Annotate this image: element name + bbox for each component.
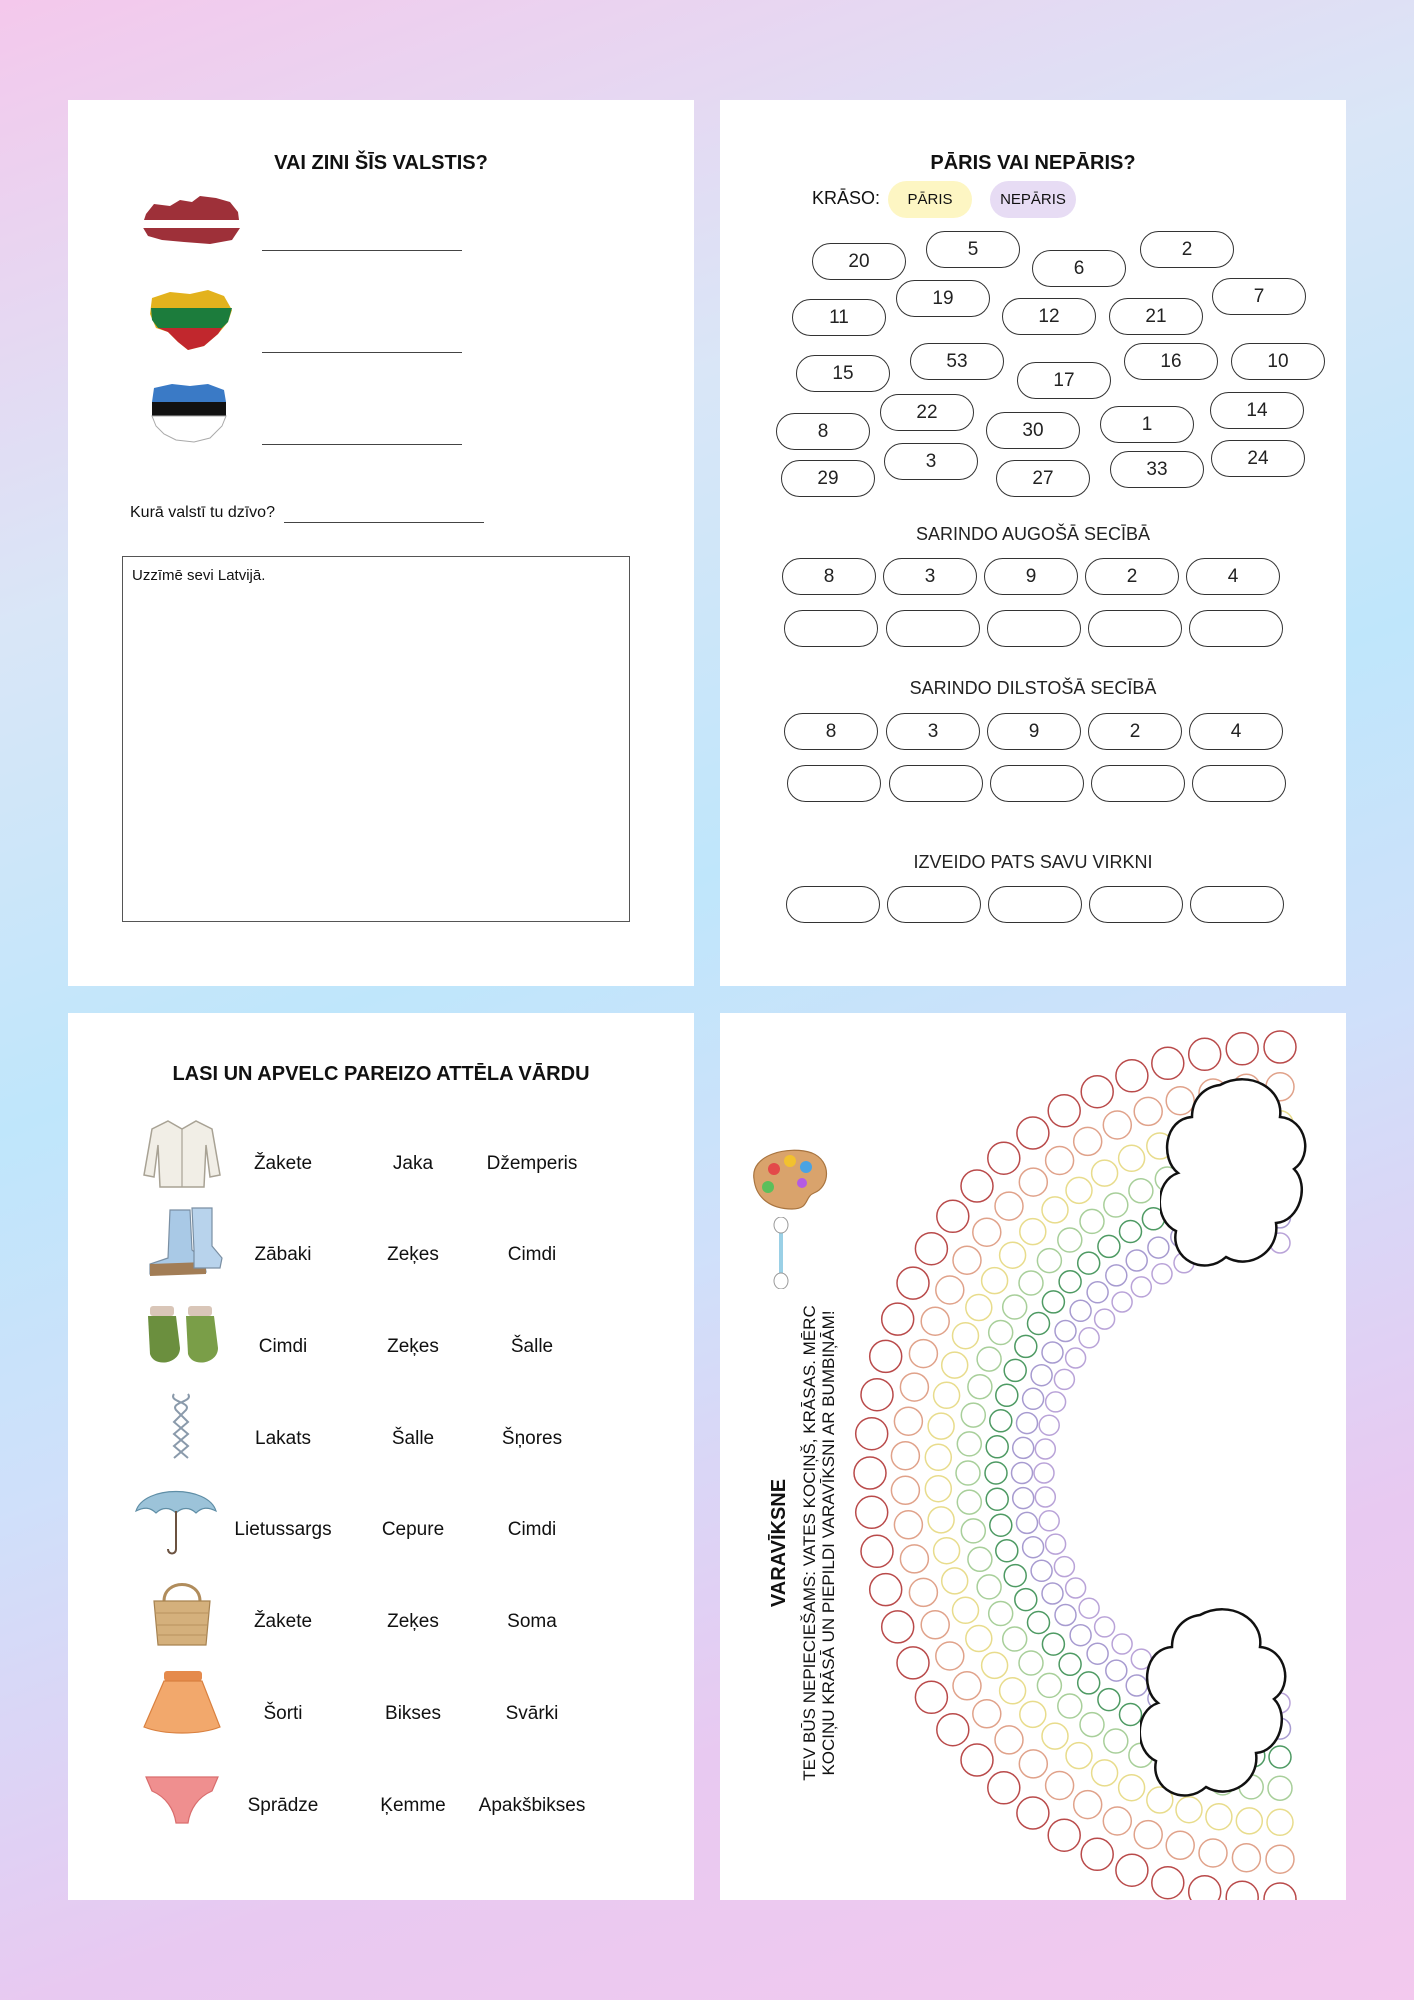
latvia-map-flag-icon (140, 192, 244, 250)
rainbow-dot[interactable] (977, 1347, 1001, 1371)
rainbow-dot[interactable] (1028, 1313, 1050, 1335)
umbrella-icon (134, 1479, 218, 1557)
rainbow-dot[interactable] (1264, 1031, 1296, 1063)
rainbow-dot[interactable] (1092, 1760, 1118, 1786)
parity-title: PĀRIS VAI NEPĀRIS? (930, 152, 1136, 174)
rainbow-dot[interactable] (1017, 1512, 1038, 1533)
ascending-number: 9 (984, 558, 1078, 595)
rainbow-dot[interactable] (1004, 1565, 1026, 1587)
cloud-icon (1160, 1075, 1310, 1285)
basket-bag-icon (140, 1573, 224, 1651)
rainbow-dot[interactable] (1120, 1704, 1142, 1726)
rainbow-dot[interactable] (856, 1418, 888, 1450)
rainbow-dot[interactable] (934, 1538, 960, 1564)
rainbow-dot[interactable] (953, 1597, 979, 1623)
rainbow-dot[interactable] (995, 1726, 1023, 1754)
rainbow-dot[interactable] (1042, 1197, 1068, 1223)
rainbow-dot[interactable] (1031, 1365, 1052, 1386)
rainbow-dot[interactable] (1048, 1095, 1080, 1127)
rainbow-dot[interactable] (957, 1490, 981, 1514)
number-pill[interactable]: 30 (986, 412, 1080, 449)
rainbow-dot[interactable] (982, 1268, 1008, 1294)
rainbow-dot[interactable] (1106, 1660, 1127, 1681)
rainbow-dot[interactable] (861, 1379, 893, 1411)
sequence-pill[interactable] (786, 886, 880, 923)
rainbow-dot[interactable] (1017, 1117, 1049, 1149)
word-option[interactable]: Bikses (385, 1703, 441, 1724)
rainbow-dot[interactable] (1226, 1033, 1258, 1065)
rainbow-dot[interactable] (942, 1352, 968, 1378)
number-pill[interactable]: 12 (1002, 298, 1096, 335)
rainbow-dot[interactable] (1059, 1653, 1081, 1675)
descending-number: 2 (1088, 713, 1182, 750)
rainbow-dot[interactable] (928, 1413, 954, 1439)
mittens-icon (140, 1298, 224, 1376)
rainbow-dot[interactable] (1106, 1265, 1127, 1286)
number-pill[interactable]: 21 (1109, 298, 1203, 335)
rainbow-dot[interactable] (990, 1514, 1012, 1536)
rainbow-dot[interactable] (1232, 1844, 1260, 1872)
descending-number: 3 (886, 713, 980, 750)
rainbow-dot[interactable] (1103, 1807, 1131, 1835)
answer-pill[interactable] (889, 765, 983, 802)
word-option[interactable]: Ķemme (380, 1795, 446, 1816)
rainbow-dot[interactable] (925, 1444, 951, 1470)
rainbow-dot[interactable] (1129, 1179, 1153, 1203)
rainbow-dot[interactable] (996, 1540, 1018, 1562)
answer-line[interactable] (262, 352, 462, 353)
parity-worksheet (720, 100, 1346, 986)
rainbow-dot[interactable] (1264, 1883, 1296, 1900)
rainbow-dot[interactable] (936, 1642, 964, 1670)
rainbow-dot[interactable] (900, 1545, 928, 1573)
boots-icon (140, 1206, 224, 1284)
rainbow-dot[interactable] (856, 1496, 888, 1528)
rainbow-dot[interactable] (988, 1772, 1020, 1804)
rainbow-dot[interactable] (1015, 1335, 1037, 1357)
rainbow-dot[interactable] (894, 1407, 922, 1435)
rainbow-dot[interactable] (1020, 1219, 1046, 1245)
rainbow-dot[interactable] (1087, 1643, 1108, 1664)
rainbow-dot[interactable] (1023, 1388, 1044, 1409)
rainbow-dot[interactable] (1035, 1439, 1055, 1459)
rainbow-dot[interactable] (973, 1218, 1001, 1246)
rainbow-dot[interactable] (1019, 1651, 1043, 1675)
rainbow-dot[interactable] (915, 1681, 947, 1713)
rainbow-dot[interactable] (986, 1488, 1008, 1510)
rainbow-dot[interactable] (1019, 1168, 1047, 1196)
rainbow-dot[interactable] (1012, 1463, 1033, 1484)
rainbow-dot[interactable] (1087, 1282, 1108, 1303)
sequence-pill[interactable] (1089, 886, 1183, 923)
rainbow-instructions-2: KOCIŅU KRĀSĀ UN PIEPILDI VARAVĪKSNI AR BUMBIŅĀM! (819, 1310, 838, 1776)
rainbow-dot[interactable] (1023, 1537, 1044, 1558)
rainbow-dot[interactable] (1046, 1772, 1074, 1800)
answer-pill[interactable] (1192, 765, 1286, 802)
rainbow-dot[interactable] (1104, 1193, 1128, 1217)
rainbow-dot[interactable] (1028, 1612, 1050, 1634)
rainbow-dot[interactable] (1120, 1221, 1142, 1243)
word-option[interactable]: Žakete (253, 1611, 313, 1632)
rainbow-title: VARAVĪKSNE (768, 1478, 790, 1608)
answer-pill[interactable] (1189, 610, 1283, 647)
rainbow-dot[interactable] (1116, 1060, 1148, 1092)
odd-legend: NEPĀRIS (990, 181, 1076, 218)
word-option[interactable]: Lakats (255, 1428, 311, 1449)
rainbow-dot[interactable] (925, 1476, 951, 1502)
countries-title: VAI ZINI ŠĪS VALSTIS? (274, 152, 488, 174)
rainbow-dot[interactable] (942, 1568, 968, 1594)
rainbow-dot[interactable] (968, 1375, 992, 1399)
rainbow-dot[interactable] (1095, 1309, 1115, 1329)
rainbow-dot[interactable] (937, 1200, 969, 1232)
descending-number: 9 (987, 713, 1081, 750)
rainbow-dot[interactable] (1081, 1076, 1113, 1108)
ascending-number: 8 (782, 558, 876, 595)
word-option[interactable]: Jaka (392, 1153, 434, 1174)
rainbow-dot[interactable] (1037, 1249, 1061, 1273)
rainbow-dot[interactable] (989, 1602, 1013, 1626)
sequence-pill[interactable] (1190, 886, 1284, 923)
rainbow-dot[interactable] (1058, 1694, 1082, 1718)
word-option[interactable]: Džemperis (486, 1153, 578, 1174)
word-option[interactable]: Šalle (510, 1336, 554, 1357)
rainbow-dot[interactable] (1199, 1839, 1227, 1867)
rainbow-dot[interactable] (1126, 1250, 1147, 1271)
rainbow-dot[interactable] (996, 1384, 1018, 1406)
answer-pill[interactable] (886, 610, 980, 647)
descending-number: 8 (784, 713, 878, 750)
answer-pill[interactable] (990, 765, 1084, 802)
rainbow-dot[interactable] (1019, 1750, 1047, 1778)
drawing-prompt: Uzzīmē sevi Latvijā. (132, 567, 266, 584)
number-pill[interactable]: 10 (1231, 343, 1325, 380)
rainbow-dot[interactable] (937, 1714, 969, 1746)
rainbow-worksheet (720, 1013, 1346, 1900)
rainbow-dot[interactable] (982, 1652, 1008, 1678)
word-option[interactable]: Šalle (391, 1428, 435, 1449)
rainbow-dot[interactable] (1134, 1097, 1162, 1125)
number-pill[interactable]: 19 (896, 280, 990, 317)
number-pill[interactable]: 27 (996, 460, 1090, 497)
number-pill[interactable]: 33 (1110, 451, 1204, 488)
word-option[interactable]: Soma (507, 1611, 557, 1632)
rainbow-dot[interactable] (1226, 1881, 1258, 1900)
rainbow-dot[interactable] (1059, 1271, 1081, 1293)
rainbow-dot[interactable] (956, 1461, 980, 1485)
rainbow-dot[interactable] (1013, 1488, 1034, 1509)
rainbow-dot[interactable] (1013, 1437, 1034, 1458)
number-pill[interactable]: 5 (926, 231, 1020, 268)
answer-pill[interactable] (987, 610, 1081, 647)
rainbow-dot[interactable] (1080, 1713, 1104, 1737)
word-option[interactable]: Cimdi (507, 1244, 557, 1265)
rainbow-dot[interactable] (1042, 1723, 1068, 1749)
word-option[interactable]: Zeķes (387, 1244, 439, 1265)
rainbow-dot[interactable] (1042, 1633, 1064, 1655)
rainbow-dot[interactable] (990, 1410, 1012, 1432)
rainbow-dot[interactable] (1152, 1867, 1184, 1899)
rainbow-dot[interactable] (1046, 1147, 1074, 1175)
rainbow-dot[interactable] (891, 1476, 919, 1504)
rainbow-dot[interactable] (1081, 1838, 1113, 1870)
rainbow-dot[interactable] (1017, 1413, 1038, 1434)
rainbow-dot[interactable] (1031, 1560, 1052, 1581)
drawing-box[interactable] (122, 556, 630, 922)
answer-line[interactable] (262, 444, 462, 445)
number-pill[interactable]: 7 (1212, 278, 1306, 315)
rainbow-dot[interactable] (1098, 1689, 1120, 1711)
rainbow-dot[interactable] (973, 1700, 1001, 1728)
rainbow-dot[interactable] (1119, 1145, 1145, 1171)
rainbow-dot[interactable] (1037, 1673, 1061, 1697)
rainbow-dot[interactable] (900, 1373, 928, 1401)
rainbow-dot[interactable] (870, 1574, 902, 1606)
word-option[interactable]: Šņores (501, 1428, 563, 1449)
rainbow-dot[interactable] (1092, 1160, 1118, 1186)
rainbow-dot[interactable] (1054, 1557, 1074, 1577)
rainbow-dot[interactable] (966, 1295, 992, 1321)
rainbow-dot[interactable] (1039, 1511, 1059, 1531)
rainbow-dot[interactable] (1189, 1038, 1221, 1070)
rainbow-dot[interactable] (921, 1611, 949, 1639)
word-option[interactable]: Zābaki (254, 1244, 312, 1265)
ascending-number: 3 (883, 558, 977, 595)
ascending-title: SARINDO AUGOŠĀ SECĪBĀ (915, 524, 1151, 544)
word-option[interactable]: Cimdi (258, 1336, 308, 1357)
number-pill[interactable]: 3 (884, 443, 978, 480)
rainbow-dot[interactable] (861, 1535, 893, 1567)
rainbow-dot[interactable] (1080, 1209, 1104, 1233)
ascending-number: 4 (1186, 558, 1280, 595)
word-option[interactable]: Šorti (263, 1703, 303, 1724)
rainbow-instructions-1: TEV BŪS NEPIECIEŠAMS: VATES KOCIŅŠ, KRĀSAS. MĒRC (800, 1305, 819, 1781)
number-pill[interactable]: 20 (812, 243, 906, 280)
sequence-title: IZVEIDO PATS SAVU VIRKNI (913, 852, 1153, 872)
rainbow-dot[interactable] (1078, 1252, 1100, 1274)
rainbow-dot[interactable] (1079, 1328, 1099, 1348)
rainbow-dot[interactable] (1104, 1729, 1128, 1753)
rainbow-dot[interactable] (1055, 1321, 1076, 1342)
rainbow-dot[interactable] (985, 1462, 1007, 1484)
number-pill[interactable]: 24 (1211, 440, 1305, 477)
rainbow-dot[interactable] (1189, 1876, 1221, 1900)
word-option[interactable]: Cepure (381, 1519, 445, 1540)
rainbow-dot[interactable] (1112, 1634, 1132, 1654)
rainbow-dot[interactable] (1070, 1300, 1091, 1321)
rainbow-dot[interactable] (1103, 1111, 1131, 1139)
word-option[interactable]: Lietussargs (234, 1519, 332, 1540)
number-pill[interactable]: 1 (1100, 406, 1194, 443)
rainbow-dot[interactable] (1042, 1583, 1063, 1604)
rainbow-dot[interactable] (957, 1432, 981, 1456)
number-pill[interactable]: 29 (781, 460, 875, 497)
answer-line[interactable] (262, 250, 462, 251)
word-option[interactable]: Cimdi (507, 1519, 557, 1540)
rainbow-dot[interactable] (1134, 1821, 1162, 1849)
rainbow-dot[interactable] (1074, 1791, 1102, 1819)
rainbow-dot[interactable] (854, 1457, 886, 1489)
rainbow-dot[interactable] (961, 1170, 993, 1202)
even-legend: PĀRIS (888, 181, 972, 218)
rainbow-dot[interactable] (961, 1519, 985, 1543)
rainbow-dot[interactable] (1039, 1415, 1059, 1435)
rainbow-dot[interactable] (989, 1321, 1013, 1345)
rainbow-dot[interactable] (870, 1340, 902, 1372)
rainbow-dot[interactable] (894, 1511, 922, 1539)
sequence-pill[interactable] (887, 886, 981, 923)
rainbow-dot[interactable] (995, 1192, 1023, 1220)
reading-title: LASI UN APVELC PAREIZO ATTĒLA VĀRDU (172, 1063, 590, 1085)
number-pill[interactable]: 11 (792, 299, 886, 336)
word-option[interactable]: Sprādze (247, 1795, 319, 1816)
rainbow-dot[interactable] (882, 1611, 914, 1643)
answer-line[interactable] (284, 522, 484, 523)
rainbow-dot[interactable] (1112, 1292, 1132, 1312)
jacket-icon (140, 1115, 224, 1193)
number-pill[interactable]: 16 (1124, 343, 1218, 380)
rainbow-dot[interactable] (1078, 1672, 1100, 1694)
rainbow-dot[interactable] (1046, 1392, 1066, 1412)
rainbow-dot[interactable] (1003, 1627, 1027, 1651)
answer-pill[interactable] (1091, 765, 1185, 802)
rainbow-dot[interactable] (1003, 1295, 1027, 1319)
rainbow-dot[interactable] (953, 1672, 981, 1700)
rainbow-dot[interactable] (897, 1267, 929, 1299)
rainbow-dot[interactable] (909, 1340, 937, 1368)
rainbow-dot[interactable] (909, 1578, 937, 1606)
rainbow-dot[interactable] (1058, 1228, 1082, 1252)
rainbow-dot[interactable] (1116, 1854, 1148, 1886)
rainbow-dot[interactable] (1035, 1487, 1055, 1507)
rainbow-dot[interactable] (1020, 1701, 1046, 1727)
rainbow-dot[interactable] (1095, 1617, 1115, 1637)
rainbow-dot[interactable] (1042, 1291, 1064, 1313)
rainbow-dot[interactable] (1066, 1348, 1086, 1368)
rainbow-dot[interactable] (988, 1142, 1020, 1174)
countries-worksheet (68, 100, 694, 986)
underpants-icon (140, 1757, 224, 1835)
rainbow-dot[interactable] (1042, 1342, 1063, 1363)
rainbow-dot[interactable] (928, 1507, 954, 1533)
estonia-map-flag-icon (150, 382, 230, 444)
descending-title: SARINDO DILSTOŠĀ SECĪBĀ (909, 678, 1157, 698)
word-option[interactable]: Zeķes (387, 1336, 439, 1357)
rainbow-dot[interactable] (953, 1323, 979, 1349)
number-pill[interactable]: 2 (1140, 231, 1234, 268)
rainbow-dot[interactable] (1019, 1271, 1043, 1295)
sequence-pill[interactable] (988, 886, 1082, 923)
rainbow-dot[interactable] (897, 1647, 929, 1679)
rainbow-dot[interactable] (1074, 1127, 1102, 1155)
rainbow-dot[interactable] (934, 1382, 960, 1408)
rainbow-dot[interactable] (1066, 1578, 1086, 1598)
rainbow-dot[interactable] (1098, 1235, 1120, 1257)
word-option[interactable]: Apakšbikses (478, 1795, 586, 1816)
lithuania-map-flag-icon (148, 288, 234, 354)
rainbow-dot[interactable] (1046, 1534, 1066, 1554)
rainbow-dot[interactable] (1066, 1177, 1092, 1203)
rainbow-dot[interactable] (921, 1307, 949, 1335)
rainbow-dot[interactable] (1015, 1589, 1037, 1611)
rainbow-dot[interactable] (1079, 1598, 1099, 1618)
number-pill[interactable]: 53 (910, 343, 1004, 380)
number-pill[interactable]: 15 (796, 355, 890, 392)
rainbow-dot[interactable] (977, 1575, 1001, 1599)
rainbow-dot[interactable] (1048, 1819, 1080, 1851)
answer-pill[interactable] (787, 765, 881, 802)
rainbow-dot[interactable] (1000, 1678, 1026, 1704)
reading-worksheet (68, 1013, 694, 1900)
rainbow-dot[interactable] (936, 1276, 964, 1304)
number-pill[interactable]: 6 (1032, 250, 1126, 287)
rainbow-dot[interactable] (1054, 1369, 1074, 1389)
rainbow-dot[interactable] (882, 1303, 914, 1335)
rainbow-dot[interactable] (961, 1744, 993, 1776)
rainbow-dot[interactable] (915, 1233, 947, 1265)
ascending-number: 2 (1085, 558, 1179, 595)
descending-number: 4 (1189, 713, 1283, 750)
rainbow-dot[interactable] (891, 1442, 919, 1470)
rainbow-dot[interactable] (1166, 1831, 1194, 1859)
word-option[interactable]: Zeķes (387, 1611, 439, 1632)
word-option[interactable]: Žakete (253, 1153, 313, 1174)
rainbow-dot[interactable] (1004, 1359, 1026, 1381)
number-pill[interactable]: 8 (776, 413, 870, 450)
number-pill[interactable]: 17 (1017, 362, 1111, 399)
country-question: Kurā valstī tu dzīvo? (130, 504, 275, 521)
rainbow-dot[interactable] (953, 1246, 981, 1274)
skirt-icon (140, 1665, 224, 1743)
rainbow-dot[interactable] (1000, 1242, 1026, 1268)
rainbow-dot[interactable] (1066, 1743, 1092, 1769)
rainbow-dot[interactable] (986, 1436, 1008, 1458)
cloud-icon (1140, 1605, 1290, 1815)
word-option[interactable]: Svārki (505, 1703, 559, 1724)
rainbow-dot[interactable] (1131, 1277, 1151, 1297)
rainbow-dot[interactable] (961, 1403, 985, 1427)
rainbow-dot[interactable] (1266, 1845, 1294, 1873)
answer-pill[interactable] (784, 610, 878, 647)
number-pill[interactable]: 22 (880, 394, 974, 431)
rainbow-dot[interactable] (1055, 1605, 1076, 1626)
rainbow-dot[interactable] (1070, 1625, 1091, 1646)
answer-pill[interactable] (1088, 610, 1182, 647)
color-label: KRĀSO: (812, 188, 881, 208)
rainbow-dot[interactable] (968, 1547, 992, 1571)
number-pill[interactable]: 14 (1210, 392, 1304, 429)
rainbow-dot[interactable] (1034, 1463, 1054, 1483)
rainbow-dot[interactable] (966, 1626, 992, 1652)
shoelaces-icon (140, 1390, 224, 1468)
rainbow-dot[interactable] (1017, 1797, 1049, 1829)
